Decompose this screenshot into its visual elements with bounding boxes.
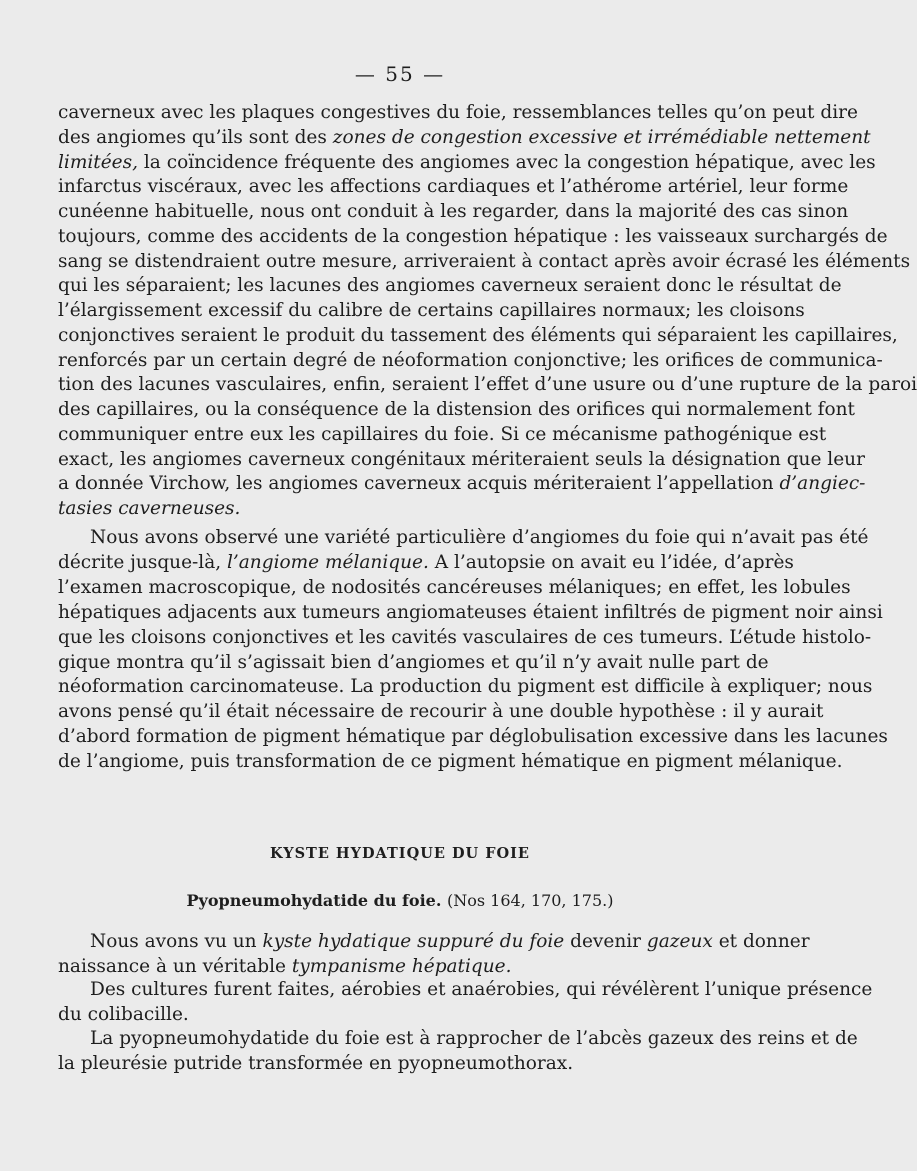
- text-line: [58, 675, 873, 699]
- text-run: hépatiques adjacents aux tumeurs angiomateuses étaient infiltrés de pigment noir ainsi: [58, 601, 883, 623]
- text-line: [58, 151, 876, 175]
- italic-text: d’angiec-: [779, 473, 866, 495]
- text-run: de l’angiome, puis transformation de ce pigment hématique en pigment mélanique.: [58, 751, 843, 773]
- text-run: a donnée Virchow, les angiomes caverneux acquis mériteraient l’appellation: [58, 473, 780, 495]
- text-line: [90, 930, 810, 954]
- text-run: néoformation carcinomateuse. La production du pigment est difficile à expliquer; nous: [58, 676, 873, 698]
- text-run: conjonctives seraient le produit du tassement des éléments qui séparaient les capillaires,: [58, 324, 898, 346]
- italic-text: tympanisme hépatique.: [291, 956, 512, 977]
- text-line: [58, 750, 843, 774]
- text-line: [58, 472, 866, 496]
- text-run: avons pensé qu’il était nécessaire de recourir à une double hypothèse : il y aurait: [58, 701, 824, 723]
- text-line: [90, 1027, 858, 1051]
- text-line: [58, 398, 855, 422]
- text-line: [58, 448, 865, 472]
- subheading-reference: (Nos 164, 170, 175.): [447, 891, 614, 910]
- italic-text: l’angiome mélanique.: [226, 551, 429, 573]
- text-run: Nous avons observé une variété particulière d’angiomes du foie qui n’avait pas été: [90, 527, 869, 548]
- text-run: des capillaires, ou la conséquence de la distension des orifices qui normalement font: [58, 399, 855, 420]
- italic-text: zones de congestion excessive et irrémédiable nettement: [332, 126, 871, 148]
- italic-text: limitées,: [58, 151, 138, 173]
- text-run: et donner: [712, 931, 810, 952]
- italic-text: kyste hydatique suppuré du foie: [262, 931, 565, 952]
- text-line: [58, 700, 824, 724]
- text-run: du colibacille.: [58, 1004, 189, 1025]
- text-run: l’examen macroscopique, de nodosités cancéreuses mélaniques; en effet, les lobules: [58, 576, 851, 598]
- text-run: toujours, comme des accidents de la congestion hépatique : les vaisseaux surchargés de: [58, 225, 888, 247]
- text-line: [58, 101, 858, 125]
- text-run: renforcés par un certain degré de néoformation conjonctive; les orifices de communica-: [58, 349, 883, 371]
- text-run: la pleurésie putride transformée en pyopneumothorax.: [58, 1053, 574, 1074]
- text-line: [58, 601, 883, 625]
- page-number: — 55 —: [354, 62, 446, 86]
- text-line: [58, 200, 849, 224]
- text-line: [58, 299, 805, 323]
- text-run: exact, les angiomes caverneux congénitaux mériteraient seuls la désignation que leur: [58, 448, 865, 470]
- text-line: [58, 373, 917, 397]
- text-run: la coïncidence fréquente des angiomes avec la congestion hépatique, avec les: [138, 151, 876, 173]
- text-run: devenir: [564, 931, 647, 952]
- text-line: [90, 978, 873, 1002]
- text-run: naissance à un véritable: [58, 956, 292, 977]
- text-line: [58, 423, 827, 447]
- text-line: [58, 324, 898, 348]
- text-run: infarctus viscéraux, avec les affections cardiaques et l’athérome artériel, leur forme: [58, 176, 849, 198]
- text-run: La pyopneumohydatide du foie est à rapprocher de l’abcès gazeux des reins et de: [90, 1028, 858, 1049]
- text-line: [58, 497, 722, 521]
- text-line: [58, 1003, 722, 1027]
- text-run: caverneux avec les plaques congestives du foie, ressemblances telles qu’on peut dire: [58, 102, 858, 123]
- text-line: [58, 349, 883, 373]
- text-line: [58, 274, 842, 298]
- text-run: sang se distendraient outre mesure, arriveraient à contact après avoir écrasé les éléments: [58, 250, 911, 272]
- text-line: [58, 175, 849, 199]
- text-run: des angiomes qu’ils sont des: [58, 126, 333, 148]
- text-run: l’élargissement excessif du calibre de certains capillaires normaux; les cloisons: [58, 300, 805, 321]
- text-line: [90, 526, 869, 550]
- text-run: gique montra qu’il s’agissait bien d’angiomes et qu’il n’y avait nulle part de: [58, 651, 769, 673]
- text-run: Des cultures furent faites, aérobies et anaérobies, qui révélèrent l’unique présence: [90, 979, 873, 1000]
- text-line: [58, 126, 871, 150]
- italic-text: gazeux: [646, 931, 713, 952]
- text-line: [58, 250, 911, 274]
- text-run: d’abord formation de pigment hématique par déglobulisation excessive dans les lacunes: [58, 726, 888, 748]
- text-line: [58, 551, 794, 575]
- text-line: [58, 1052, 722, 1076]
- text-run: communiquer entre eux les capillaires du foie. Si ce mécanisme pathogénique est: [58, 423, 827, 445]
- text-line: [58, 651, 769, 675]
- text-run: décrite jusque-là,: [58, 551, 227, 573]
- text-run: Nous avons vu un: [90, 931, 263, 952]
- subheading-title: Pyopneumohydatide du foie.: [186, 891, 442, 910]
- text-run: qui les séparaient; les lacunes des angiomes caverneux seraient donc le résultat de: [58, 275, 842, 297]
- text-run: A l’autopsie on avait eu l’idée, d’après: [428, 551, 794, 573]
- text-run: cunéenne habituelle, nous ont conduit à les regarder, dans la majorité des cas sinon: [58, 201, 849, 222]
- italic-text: tasies caverneuses.: [58, 498, 241, 519]
- text-run: que les cloisons conjonctives et les cavités vasculaires de ces tumeurs. L’étude histolo-: [58, 626, 872, 648]
- text-line: [58, 576, 851, 600]
- section-subheading: [0, 891, 800, 910]
- text-line: [58, 225, 888, 249]
- text-run: tion des lacunes vasculaires, enfin, seraient l’effet d’une usure ou d’une rupture de la paroi: [58, 374, 917, 396]
- text-line: [58, 955, 722, 979]
- section-heading: KYSTE HYDATIQUE DU FOIE: [270, 845, 530, 862]
- text-line: [58, 725, 888, 749]
- text-line: [58, 626, 872, 650]
